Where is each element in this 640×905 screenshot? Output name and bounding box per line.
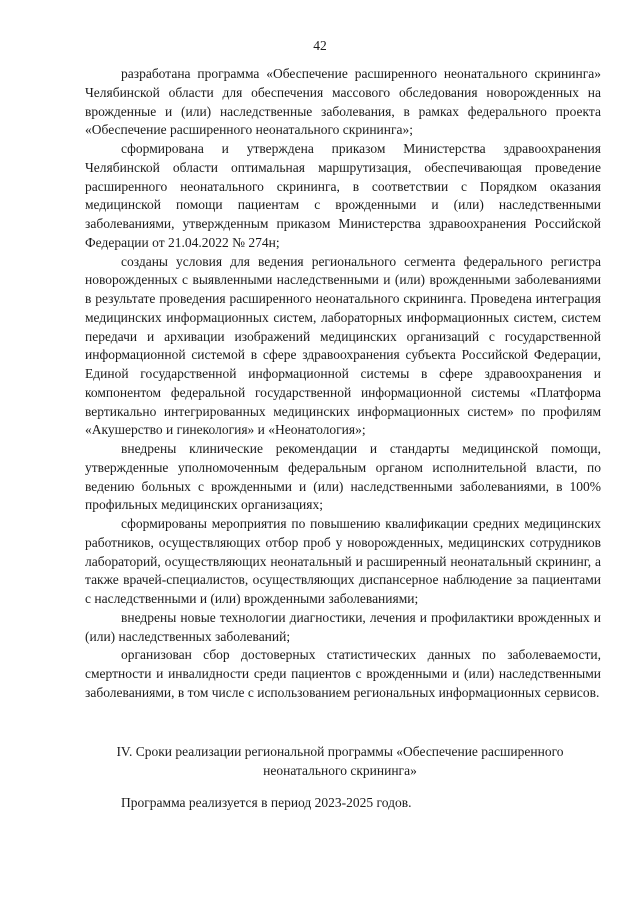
page-number: 42 <box>313 38 327 53</box>
paragraph-registry-conditions: созданы условия для ведения регионального сегмента федерального регистра новорожденных с выявленными наследственными и (или) врожденными заболеваниями в результате проведения расширенного неонатального скрининга. Проведена интеграция медицинских информационных систем, лабораторных информационных систем, систем передачи и архивации изображений медицинских организаций с государственной информационной системой в сфере здравоохранения субъекта Российской Федерации, Единой государственной информационной системы в сфере здравоохранения и компонентом федеральной государственной информационной системы «Платформа вертикально интегрированных медицинских информационных систем» по профилям «Акушерство и гинекология» и «Неонатология»; <box>85 253 601 438</box>
paragraph-new-technologies: внедрены новые технологии диагностики, лечения и профилактики врожденных и (или) наследственных заболеваний; <box>85 609 601 644</box>
section-heading: IV. Сроки реализации региональной программы «Обеспечение расширенного неонатального скрининга» <box>116 744 564 778</box>
paragraph-routing-approved: сформирована и утверждена приказом Министерства здравоохранения Челябинской области оптимальная маршрутизация, обеспечивающая проведение расширенного неонатального скрининга, в соответствии с Порядком оказания медицинской помощи пациентам с врожденными и (или) наследственными заболеваниями, утвержденным приказом Министерства здравоохранения Российской Федерации от 21.04.2022 № 274н; <box>85 141 601 250</box>
paragraph-qualification-measures: сформированы мероприятия по повышению квалификации средних медицинских работников, осуществляющих отбор проб у новорожденных, медицинских сотрудников лабораторий, осуществляющих неонатальный и расширенный неонатальный скрининг, а также врачей-специалистов, осуществляющих диспансерное наблюдение за пациентами с наследственными и (или) врожденными заболеваниями; <box>85 516 601 606</box>
body-text <box>85 65 601 703</box>
closing-statement: Программа реализуется в период 2023-2025 годов. <box>121 795 412 810</box>
paragraph-statistics-collection: организован сбор достоверных статистических данных по заболеваемости, смертности и инвалидности среди пациентов с врожденными и (или) наследственными заболеваниями, в том числе с использованием региональных информационных сервисов. <box>85 647 601 700</box>
paragraph-clinical-guidelines: внедрены клинические рекомендации и стандарты медицинской помощи, утвержденные уполномоченным федеральным органом исполнительной власти, по ведению больных с врожденными и (или) наследственными заболеваниями, в 100% профильных медицинских организациях; <box>85 441 601 513</box>
paragraph-program-developed: разработана программа «Обеспечение расширенного неонатального скрининга» Челябинской области для обеспечения массового обследования новорожденных на врожденные и (или) наследственные заболевания, в рамках федерального проекта «Обеспечение расширенного неонатального скрининга»; <box>85 66 601 138</box>
